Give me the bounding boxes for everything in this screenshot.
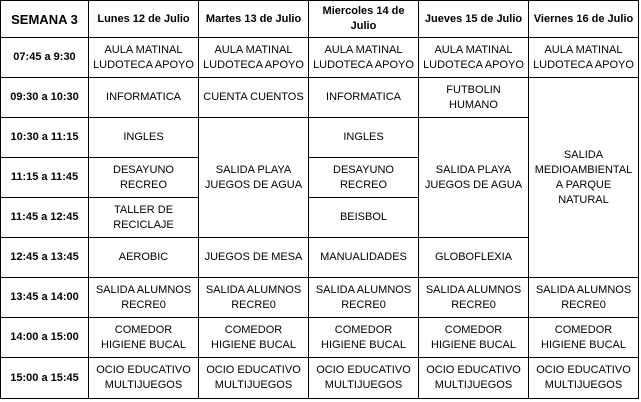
activity-cell-monday: AEROBIC [89,238,199,278]
schedule-row [1,78,639,118]
activity-cell-tuesday: SALIDA ALUMNOS RECRE0 [199,278,309,318]
activity-cell-friday: SALIDA ALUMNOS RECRE0 [529,278,639,318]
time-slot: 09:30 a 10:30 [1,78,89,118]
activity-cell-monday: TALLER DE RECICLAJE [89,198,199,238]
activity-cell-wednesday: INGLES [309,118,419,158]
activity-cell-thursday: COMEDOR HIGIENE BUCAL [419,318,529,358]
day-header-thursday: Jueves 15 de Julio [419,1,529,38]
activity-cell-monday: INFORMATICA [89,78,199,118]
activity-cell-thursday: FUTBOLIN HUMANO [419,78,529,118]
activity-cell-monday: DESAYUNO RECREO [89,158,199,198]
activity-cell-wednesday: BEISBOL [309,198,419,238]
schedule-row [1,358,639,399]
activity-cell-thursday: SALIDA ALUMNOS RECRE0 [419,278,529,318]
activity-cell-tuesday: CUENTA CUENTOS [199,78,309,118]
week-label: SEMANA 3 [1,1,89,38]
activity-cell-thursday: SALIDA PLAYA JUEGOS DE AGUA [419,118,529,238]
activity-cell-tuesday: COMEDOR HIGIENE BUCAL [199,318,309,358]
activity-cell-tuesday: OCIO EDUCATIVO MULTIJUEGOS [199,358,309,399]
activity-cell-thursday: AULA MATINAL LUDOTECA APOYO [419,38,529,78]
activity-cell-thursday: OCIO EDUCATIVO MULTIJUEGOS [419,358,529,399]
activity-cell-friday: COMEDOR HIGIENE BUCAL [529,318,639,358]
activity-cell-friday: AULA MATINAL LUDOTECA APOYO [529,38,639,78]
activity-cell-monday: OCIO EDUCATIVO MULTIJUEGOS [89,358,199,399]
activity-cell-tuesday: JUEGOS DE MESA [199,238,309,278]
activity-cell-wednesday: INFORMATICA [309,78,419,118]
time-slot: 10:30 a 11:15 [1,118,89,158]
activity-cell-friday: OCIO EDUCATIVO MULTIJUEGOS [529,358,639,399]
time-slot: 11:45 a 12:45 [1,198,89,238]
activity-cell-monday: SALIDA ALUMNOS RECRE0 [89,278,199,318]
activity-cell-thursday: GLOBOFLEXIA [419,238,529,278]
activity-cell-friday: SALIDA MEDIOAMBIENTAL A PARQUE NATURAL [529,78,639,278]
schedule-row [1,38,639,78]
day-header-monday: Lunes 12 de Julio [89,1,199,38]
activity-cell-wednesday: SALIDA ALUMNOS RECRE0 [309,278,419,318]
time-slot: 13:45 a 14:00 [1,278,89,318]
activity-cell-wednesday: DESAYUNO RECREO [309,158,419,198]
activity-cell-wednesday: AULA MATINAL LUDOTECA APOYO [309,38,419,78]
header-row [1,1,639,38]
schedule-row [1,318,639,358]
day-header-friday: Viernes 16 de Julio [529,1,639,38]
time-slot: 11:15 a 11:45 [1,158,89,198]
time-slot: 15:00 a 15:45 [1,358,89,399]
time-slot: 12:45 a 13:45 [1,238,89,278]
time-slot: 07:45 a 9:30 [1,38,89,78]
day-header-tuesday: Martes 13 de Julio [199,1,309,38]
schedule-row [1,278,639,318]
activity-cell-wednesday: COMEDOR HIGIENE BUCAL [309,318,419,358]
activity-cell-monday: INGLES [89,118,199,158]
activity-cell-monday: COMEDOR HIGIENE BUCAL [89,318,199,358]
time-slot: 14:00 a 15:00 [1,318,89,358]
activity-cell-monday: AULA MATINAL LUDOTECA APOYO [89,38,199,78]
activity-cell-tuesday: SALIDA PLAYA JUEGOS DE AGUA [199,118,309,238]
activity-cell-tuesday: AULA MATINAL LUDOTECA APOYO [199,38,309,78]
activity-cell-wednesday: MANUALIDADES [309,238,419,278]
day-header-wednesday: Miercoles 14 de Julio [309,1,419,38]
activity-cell-wednesday: OCIO EDUCATIVO MULTIJUEGOS [309,358,419,399]
